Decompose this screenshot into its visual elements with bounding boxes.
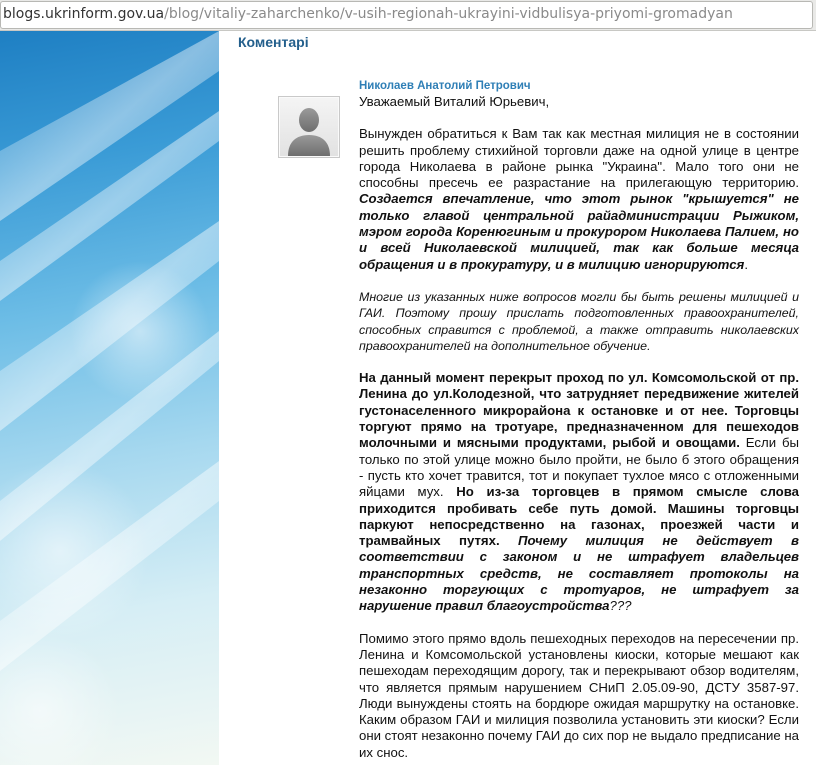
url-domain: blogs.ukrinform.gov.ua — [3, 6, 165, 22]
user-silhouette-icon — [280, 98, 338, 156]
paragraph-3-bold-2: Но из-за торговцев в прямом смысле слова приходится пробивать себе путь домой. Машины торговцы паркуют непосредственно на газонах, проезжей части и трамвайных путях. — [359, 484, 799, 549]
comment-greeting: Уважаемый Виталий Юрьевич, — [359, 94, 550, 109]
url-field[interactable] — [0, 1, 813, 29]
decorative-side-panel — [0, 31, 219, 765]
comments-section — [219, 31, 816, 765]
commenter-avatar — [278, 96, 340, 158]
browser-address-bar — [0, 0, 816, 31]
comment-paragraph-3 — [359, 370, 799, 614]
paragraph-3-plain: Если бы только по этой улице можно было пройти, не было б этого обращения - пусть кто хочет травится, тот и покупает тухлое мясо с отложенными яйцами мух. — [359, 435, 799, 500]
comment-paragraph-4: Помимо этого прямо вдоль пешеходных переходов на пересечении пр. Ленина и Комсомольской установлены киоски, которые мешают как пешеходам переходящим дорогу, так и перекрывают обзор водителям, что является прямым нарушением СНиП 2.05.09-90, ДСТУ 3587-97. Люди вынуждены стоять на бордюре ожидая маршрутку на остановке. Каким образом ГАИ и милиция позволила установить эти киоски? Если они стоят незаконно почему ГАИ до сих пор не выдало предписание на их снос. — [359, 630, 799, 760]
paragraph-1-end: . — [744, 256, 748, 272]
section-title: Коментарі — [238, 34, 309, 50]
comment-paragraph-1 — [359, 126, 799, 273]
paragraph-1-text: Вынужден обратиться к Вам так как местная милиция не в состоянии решить проблему стихийной торговли даже на одной улице в центре города Николаева в районе рынка "Украина". Мало того они не способны пресечь ее разрастание на прилегающую территорию. — [359, 126, 799, 191]
comment-author-link[interactable]: Николаев Анатолий Петрович — [359, 80, 531, 92]
paragraph-3-end: ??? — [609, 598, 632, 614]
comment-body — [359, 94, 799, 761]
light-streaks-decoration — [0, 31, 219, 765]
paragraph-1-emphasis: Создается впечатление, что этот рынок "крышуется" не только главой центральной райадминистрации Рыжиком, мэром города Коренюгиным и прокурором Николаева Палием, но и всей Николаевской милицией, так как больше месяца обращения и в прокуратуру, и в милицию игнорируются — [359, 191, 799, 272]
url-path: /blog/vitaliy-zaharchenko/v-usih-regionah-ukrayini-vidbulisya-priyomi-gromadyan — [164, 6, 733, 22]
paragraph-3-bold-1: На данный момент перекрыт проход по ул. Комсомольской от пр. Ленина до ул.Колодезной, что затрудняет передвижение жителей густонаселенного микрорайона к остановке и от нее. Торговцы торгуют прямо на тротуаре, предназначенном для пешеходов молочными и мясными продуктами, рыбой и овощами. — [359, 370, 799, 451]
comment-paragraph-2: Многие из указанных ниже вопросов могли бы быть решены милицией и ГАИ. Поэтому прошу прислать подготовленных правоохранителей, способных справится с проблемой, а также отправить николаевских правоохранителей на дополнительное обучение. — [359, 289, 799, 353]
paragraph-3-bold-italic: Почему милиция не действует в соответствии с законом и не штрафует владельцев транспортных средств, не составляет протоколы на незаконно торгующих с тротуаров, не штрафует за нарушение правил благоустройства — [359, 533, 799, 614]
